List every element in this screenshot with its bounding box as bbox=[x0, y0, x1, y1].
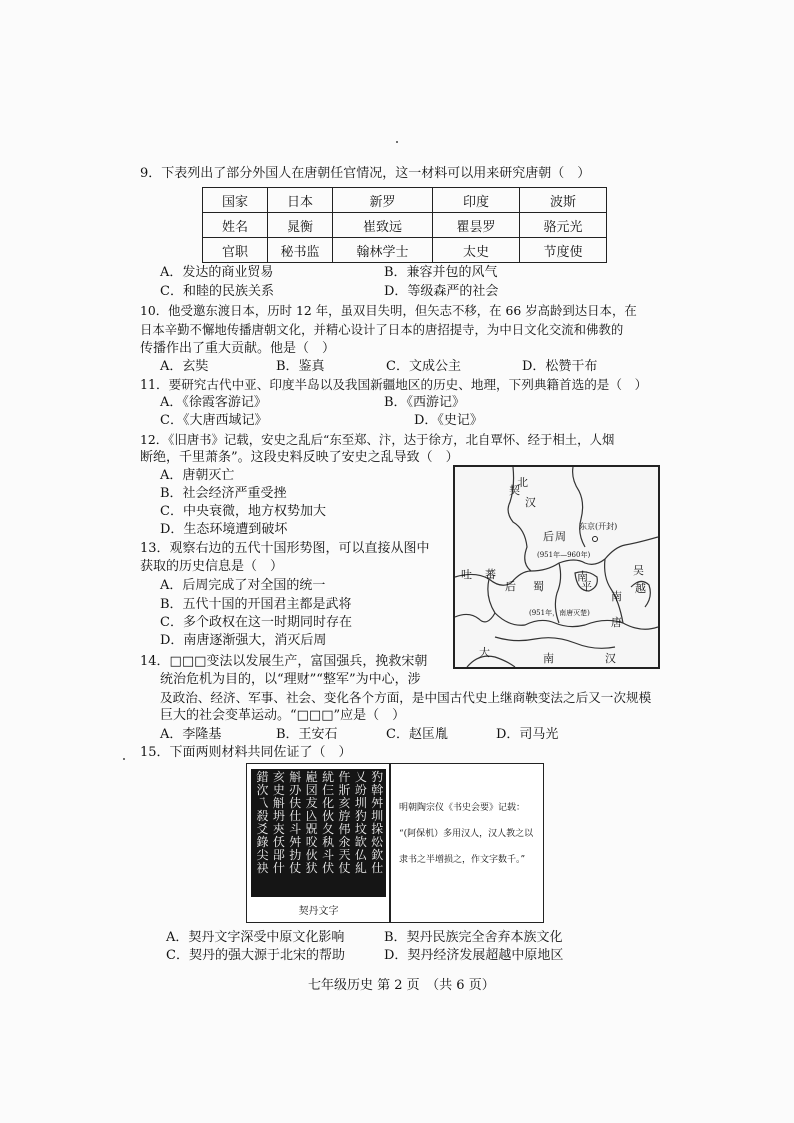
q9-option-c: C．和睦的民族关系 bbox=[160, 284, 274, 299]
table-cell: 日本 bbox=[268, 188, 333, 213]
table-cell: 波斯 bbox=[520, 188, 607, 213]
q12-line-2: 断绝，千里萧条”。这段史料反映了安史之乱导致（ ） bbox=[140, 450, 459, 465]
five-dynasties-map bbox=[453, 465, 660, 669]
scan-speck bbox=[123, 758, 125, 760]
map-label-han: 汉 bbox=[525, 496, 536, 509]
material-text-line-1: 明朝陶宗仪《书史会要》记载： bbox=[399, 803, 526, 813]
q14-option-d: D．司马光 bbox=[496, 727, 559, 742]
q10-option-b: B．鉴真 bbox=[276, 359, 325, 374]
map-label-yue: 越 bbox=[635, 582, 646, 595]
material-text-line-3: 隶书之半增损之，作文字数千。” bbox=[399, 855, 526, 865]
q13-option-c: C．多个政权在这一时期同时存在 bbox=[160, 615, 352, 630]
table-cell: 晁衡 bbox=[268, 213, 333, 238]
khitan-script-column: 仵斨亥斿伄氽兲仗 bbox=[338, 770, 351, 875]
khitan-script-column: 亥史斛坍㚒仸郘什 bbox=[272, 770, 285, 875]
q11-option-c: C．《大唐西域记》 bbox=[160, 413, 268, 428]
q14-line-3: 及政治、经济、军事、社会、变化各个方面，是中国古代史上继商鞅变法之后又一次规模 bbox=[160, 690, 652, 705]
table-cell: 姓名 bbox=[203, 213, 268, 238]
q13-option-d: D．南唐逐渐强大，消灭后周 bbox=[160, 633, 327, 648]
official-positions-table bbox=[202, 187, 607, 263]
q10-option-c: C．文成公主 bbox=[386, 359, 461, 374]
rubbing-caption: 契丹文字 bbox=[298, 906, 339, 917]
q14-option-a: A．李隆基 bbox=[160, 727, 222, 742]
q14-option-b: B．王安石 bbox=[276, 727, 338, 742]
map-label-nan-tang-2: 唐 bbox=[611, 616, 622, 629]
q14-option-c: C．赵匡胤 bbox=[386, 727, 448, 742]
map-label-bei: 北 bbox=[517, 476, 528, 489]
table-cell: 太史 bbox=[433, 238, 520, 263]
map-label-wu: 吴 bbox=[633, 564, 644, 577]
q15-option-a: A．契丹文字深受中原文化影响 bbox=[166, 930, 345, 945]
q15-material-figure bbox=[246, 763, 544, 923]
map-label-nan-han-2: 汉 bbox=[605, 652, 616, 665]
map-label-nan-han-1: 南 bbox=[543, 652, 554, 665]
table-row bbox=[203, 188, 607, 213]
q10-line-3: 传播作出了重大贡献。他是（ ） bbox=[140, 341, 336, 356]
khitan-script-column: 錯㳄乁殺爻錄尖袂 bbox=[256, 770, 269, 875]
table-cell: 国家 bbox=[203, 188, 268, 213]
map-label-hou-shu-1: 后 bbox=[505, 580, 516, 593]
table-cell: 秘书监 bbox=[268, 238, 333, 263]
figure-divider bbox=[389, 764, 391, 922]
map-label-nan-tang-1: 南 bbox=[611, 590, 622, 603]
scan-speck bbox=[396, 141, 398, 143]
q12-option-c: C．中央衰微，地方权势加大 bbox=[160, 504, 326, 519]
map-label-tu: 吐 bbox=[461, 568, 472, 581]
khitan-script-column: 斛刅伕仕斗舛扐仗 bbox=[289, 770, 302, 875]
q14-line-2: 统治危机为目的，以“理财”“整军”为中心，涉 bbox=[160, 672, 421, 687]
map-label-hou-shu-2: 蜀 bbox=[533, 580, 544, 593]
map-label-ji: 契 bbox=[509, 484, 520, 497]
q11-option-d: D．《史记》 bbox=[414, 413, 483, 428]
table-cell: 骆元光 bbox=[520, 213, 607, 238]
khitan-script-column: 嶏㘝犮兦㒭㕮伙犾 bbox=[305, 770, 318, 875]
table-cell: 崔致远 bbox=[333, 213, 433, 238]
map-label-nan-ping-1: 南 bbox=[577, 570, 588, 583]
table-cell: 官职 bbox=[203, 238, 268, 263]
map-label-note: (951年，南唐灭楚) bbox=[529, 609, 590, 617]
map-label-years: (951年—960年) bbox=[537, 551, 591, 559]
q12-option-a: A．唐朝灭亡 bbox=[160, 468, 235, 483]
table-cell: 新罗 bbox=[333, 188, 433, 213]
map-label-da: 大 bbox=[479, 646, 490, 659]
khitan-script-column: 紌仨化伙夂秇斗伏 bbox=[322, 770, 335, 875]
q15-option-c: C．契丹的强大源于北宋的帮助 bbox=[166, 948, 345, 963]
q12-line-1: 12．《旧唐书》记载，安史之乱后“东至郑、汴，达于徐方，北自覃怀、经于相土，人烟 bbox=[140, 432, 615, 447]
page-footer: 七年级历史 第 2 页 （共 6 页） bbox=[308, 978, 495, 993]
q10-line-2: 日本辛勤不懈地传播唐朝文化，并精心设计了日本的唐招提寺，为中日文化交流和佛教的 bbox=[140, 322, 624, 337]
material-text-line-2: “(阿保机）多用汉人，汉人教之以 bbox=[399, 829, 534, 839]
map-label-hou-zhou-2: 周 bbox=[555, 530, 566, 543]
khitan-script-column: 乂竕圳犳坟缼仏糺 bbox=[354, 770, 367, 875]
map-borders bbox=[455, 467, 658, 667]
map-label-dongjing: 东京(开封) bbox=[579, 522, 618, 531]
khitan-script-rubbing bbox=[251, 769, 386, 897]
table-cell: 瞿昙罗 bbox=[433, 213, 520, 238]
q11-option-b: B．《西游记》 bbox=[384, 395, 466, 410]
q15-option-b: B．契丹民族完全舍弃本族文化 bbox=[384, 930, 563, 945]
q9-option-b: B．兼容并包的风气 bbox=[384, 265, 498, 280]
map-label-nan-ping-2: 平 bbox=[581, 580, 592, 593]
q12-option-d: D．生态环境遭到破坏 bbox=[160, 522, 288, 537]
q13-option-a: A．后周完成了对全国的统一 bbox=[160, 578, 326, 593]
q13-line-2: 获取的历史信息是（ ） bbox=[140, 559, 284, 574]
q10-option-a: A．玄奘 bbox=[160, 359, 209, 374]
q11-stem: 11．要研究古代中亚、印度半岛以及我国新疆地区的历史、地理，下列典籍首选的是（ ） bbox=[140, 377, 648, 392]
q9-option-a: A．发达的商业贸易 bbox=[160, 265, 274, 280]
q9-option-d: D．等级森严的社会 bbox=[384, 284, 499, 299]
q13-line-1: 13．观察右边的五代十国形势图，可以直接从图中 bbox=[140, 541, 430, 556]
q10-line-1: 10．他受邀东渡日本，历时 12 年，虽双目失明，但矢志不移，在 66 岁高龄到达日本，在 bbox=[140, 303, 637, 318]
q13-option-b: B．五代十国的开国君主都是武将 bbox=[160, 597, 352, 612]
q12-option-b: B．社会经济严重受挫 bbox=[160, 486, 287, 501]
table-cell: 节度使 bbox=[520, 238, 607, 263]
q10-option-d: D．松赞干布 bbox=[522, 359, 598, 374]
table-cell: 印度 bbox=[433, 188, 520, 213]
khitan-script-column: 犳斡舛圳挆炂欽仕 bbox=[371, 770, 384, 875]
table-cell: 翰林学士 bbox=[333, 238, 433, 263]
table-row bbox=[203, 213, 607, 238]
q15-stem: 15．下面两则材料共同佐证了（ ） bbox=[140, 745, 352, 760]
map-label-fan: 蕃 bbox=[485, 568, 496, 581]
q11-option-a: A．《徐霞客游记》 bbox=[160, 395, 267, 410]
table-row bbox=[203, 238, 607, 263]
q9-stem: 9．下表列出了部分外国人在唐朝任官情况，这一材料可以用来研究唐朝（ ） bbox=[140, 166, 591, 181]
q14-line-1: 14．□□□变法以发展生产，富国强兵，挽救宋朝 bbox=[140, 654, 428, 669]
q14-line-4: 巨大的社会变革运动。“□□□”应是（ ） bbox=[160, 708, 406, 723]
map-label-hou-zhou-1: 后 bbox=[543, 530, 554, 543]
q15-option-d: D．契丹经济发展超越中原地区 bbox=[384, 948, 564, 963]
